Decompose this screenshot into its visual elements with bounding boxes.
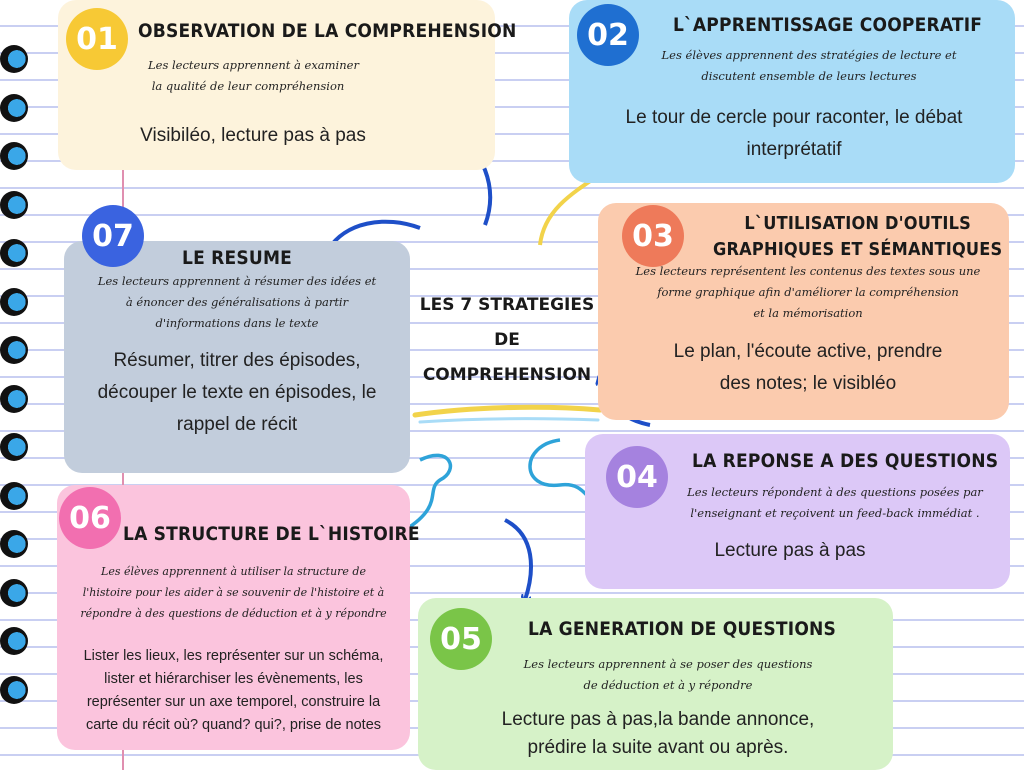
strategy-number-badge: 01 (66, 8, 128, 70)
strategy-number-badge: 06 (59, 487, 121, 549)
strategy-examples: Lister les lieux, les représenter sur un schéma, lister et hiérarchiser les évènements, les représenter sur un axe temporel, construire la carte du récit où? quand? qui?, prise de notes (83, 648, 384, 733)
strategy-title: L`UTILISATION D'OUTILS GRAPHIQUES ET SÉMANTIQUES (713, 213, 1003, 260)
strategy-examples: Lecture pas à pas,la bande annonce, prédire la suite avant ou après. (501, 709, 815, 758)
central-title-line-3: COMPREHENSION (422, 365, 592, 385)
central-title (412, 288, 602, 393)
strategy-description: Les lecteurs apprennent à se poser des questions de déduction et à y répondre (523, 657, 813, 692)
strategy-examples: Visibiléo, lecture pas à pas (140, 125, 366, 146)
strategy-number-badge: 03 (622, 205, 684, 267)
strategy-title: LA STRUCTURE DE L`HISTOIRE (123, 523, 420, 545)
strategy-title: LA REPONSE A DES QUESTIONS (692, 450, 999, 472)
strategy-card-03 (598, 203, 1009, 420)
strategy-card-07 (64, 218, 410, 473)
central-title-line-1: LES 7 STRATEGIES (419, 295, 595, 315)
strategy-number-badge: 05 (430, 608, 492, 670)
strategy-number-badge: 02 (577, 4, 639, 66)
arrow-to-strategy-06 (405, 455, 450, 530)
strategy-examples: Le tour de cercle pour raconter, le débat interprétatif (625, 107, 963, 160)
strategy-title: L`APPRENTISSAGE COOPERATIF (673, 14, 983, 36)
strategy-description: Les élèves apprennent des stratégies de lecture et discutent ensemble de leurs lectures (661, 48, 957, 83)
arrow-to-strategy-05 (505, 520, 531, 600)
strategy-number-badge: 07 (82, 205, 144, 267)
strategy-card-04 (585, 434, 1010, 589)
strategy-examples: Lecture pas à pas (714, 540, 866, 561)
strategy-card-01 (58, 0, 517, 170)
center-underline-blue (420, 419, 598, 422)
strategy-card-06 (57, 485, 420, 750)
strategy-number-badge: 04 (606, 446, 668, 508)
strategy-description: Les élèves apprennent à utiliser la structure de l'histoire pour les aider à se souvenir de l'histoire et à répondre à des questions de déduction et à y répondre (80, 565, 387, 620)
strategy-description: Les lecteurs répondent à des questions posées par l'enseignant et reçoivent un feed-back immédiat . (687, 485, 983, 520)
strategy-title: LA GENERATION DE QUESTIONS (528, 618, 837, 640)
strategy-description: Les lecteurs représentent les contenus des textes sous une forme graphique afin d'améliorer la compréhension et la mémorisation (635, 264, 981, 320)
strategy-examples: Résumer, titrer des épisodes, découper le texte en épisodes, le rappel de récit (97, 350, 377, 435)
strategy-card-05 (418, 598, 893, 770)
center-underline-yellow (415, 407, 600, 415)
strategy-description: Les lecteurs apprennent à résumer des idées et à énoncer des généralisations à partir d'informations dans le texte (97, 274, 377, 330)
strategy-examples: Le plan, l'écoute active, prendre des notes; le visibléo (673, 341, 943, 394)
strategy-title: OBSERVATION DE LA COMPREHENSION (138, 20, 517, 42)
central-title-line-2: DE (494, 330, 520, 350)
strategy-title: LE RESUME (182, 247, 293, 269)
strategy-description: Les lecteurs apprennent à examiner la qualité de leur compréhension (148, 58, 359, 93)
strategy-card-02 (569, 0, 1015, 183)
